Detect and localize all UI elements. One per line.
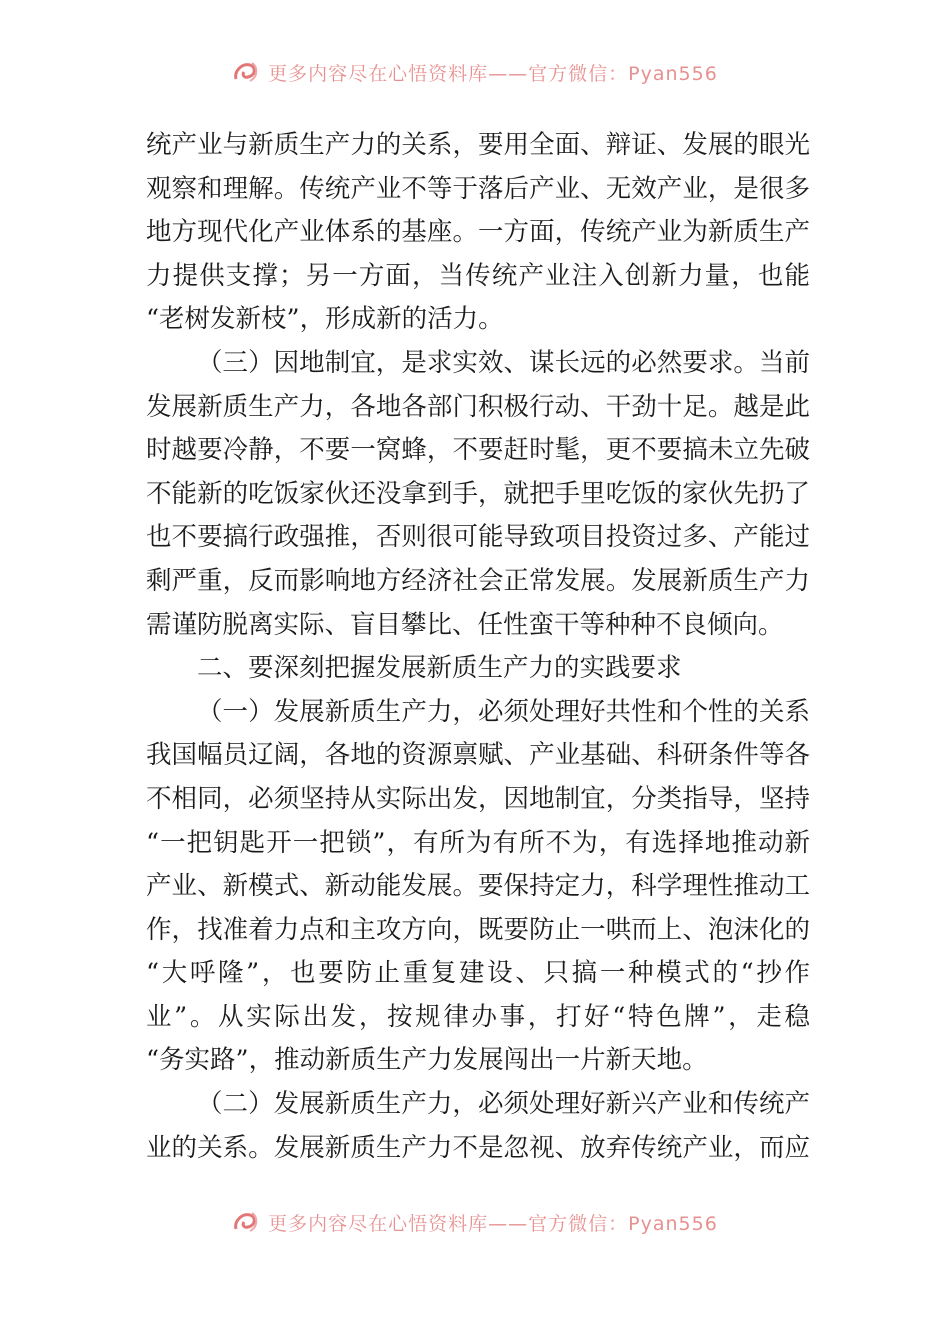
text-line: 时越要冷静，不要一窝蜂，不要赶时髦，更不要搞未立先破 (146, 435, 810, 466)
document-body (146, 124, 810, 1170)
text-line: 观察和理解。传统产业不等于落后产业、无效产业，是很多 (146, 173, 810, 204)
text-line: （三）因地制宜，是求实效、谋长远的必然要求。当前 (197, 347, 810, 378)
text-line: 需谨防脱离实际、盲目攀比、任性蛮干等种种不良倾向。 (146, 609, 784, 640)
text-line: 不相同，必须坚持从实际出发，因地制宜，分类指导，坚持 (146, 783, 810, 814)
text-line: “老树发新枝”，形成新的活力。 (146, 304, 504, 335)
text-line: （二）发展新质生产力，必须处理好新兴产业和传统产 (197, 1089, 810, 1120)
text-line: 统产业与新质生产力的关系，要用全面、辩证、发展的眼光 (146, 130, 810, 160)
text-line: （一）发展新质生产力，必须处理好共性和个性的关系 (197, 696, 810, 727)
text-line: 产业、新模式、新动能发展。要保持定力，科学理性推动工 (146, 871, 810, 902)
watermark-text: 更多内容尽在心悟资料库——官方微信：Pyan556 (268, 62, 718, 85)
section-heading: 二、要深刻把握发展新质生产力的实践要求 (197, 653, 682, 684)
text-line: 也不要搞行政强推，否则很可能导致项目投资过多、产能过 (146, 522, 810, 553)
logo-icon (232, 1209, 262, 1235)
text-line: “大呼隆”，也要防止重复建设、只搞一种模式的“抄作 (146, 958, 810, 989)
watermark-header (0, 56, 950, 88)
text-line: “务实路”，推动新质生产力发展闯出一片新天地。 (146, 1045, 708, 1076)
text-line: 地方现代化产业体系的基座。一方面，传统产业为新质生产 (146, 217, 810, 248)
text-line: 业的关系。发展新质生产力不是忽视、放弃传统产业，而应 (146, 1132, 810, 1163)
text-line: 作，找准着力点和主攻方向，既要防止一哄而上、泡沫化的 (146, 914, 810, 945)
text-line: 我国幅员辽阔，各地的资源禀赋、产业基础、科研条件等各 (146, 740, 810, 771)
text-line: “一把钥匙开一把锁”，有所为有所不为，有选择地推动新 (146, 827, 810, 858)
text-line: 剩严重，反而影响地方经济社会正常发展。发展新质生产力 (146, 565, 810, 596)
watermark-footer (0, 1206, 950, 1238)
logo-icon (232, 59, 262, 85)
text-line: 力提供支撑；另一方面，当传统产业注入创新力量，也能 (146, 260, 810, 291)
text-line: 不能新的吃饭家伙还没拿到手，就把手里吃饭的家伙先扔了 (146, 478, 810, 509)
text-line: 业”。从实际出发，按规律办事，打好“特色牌”，走稳 (146, 1001, 810, 1032)
watermark-text: 更多内容尽在心悟资料库——官方微信：Pyan556 (268, 1212, 718, 1235)
text-line: 发展新质生产力，各地各部门积极行动、干劲十足。越是此 (146, 391, 810, 422)
